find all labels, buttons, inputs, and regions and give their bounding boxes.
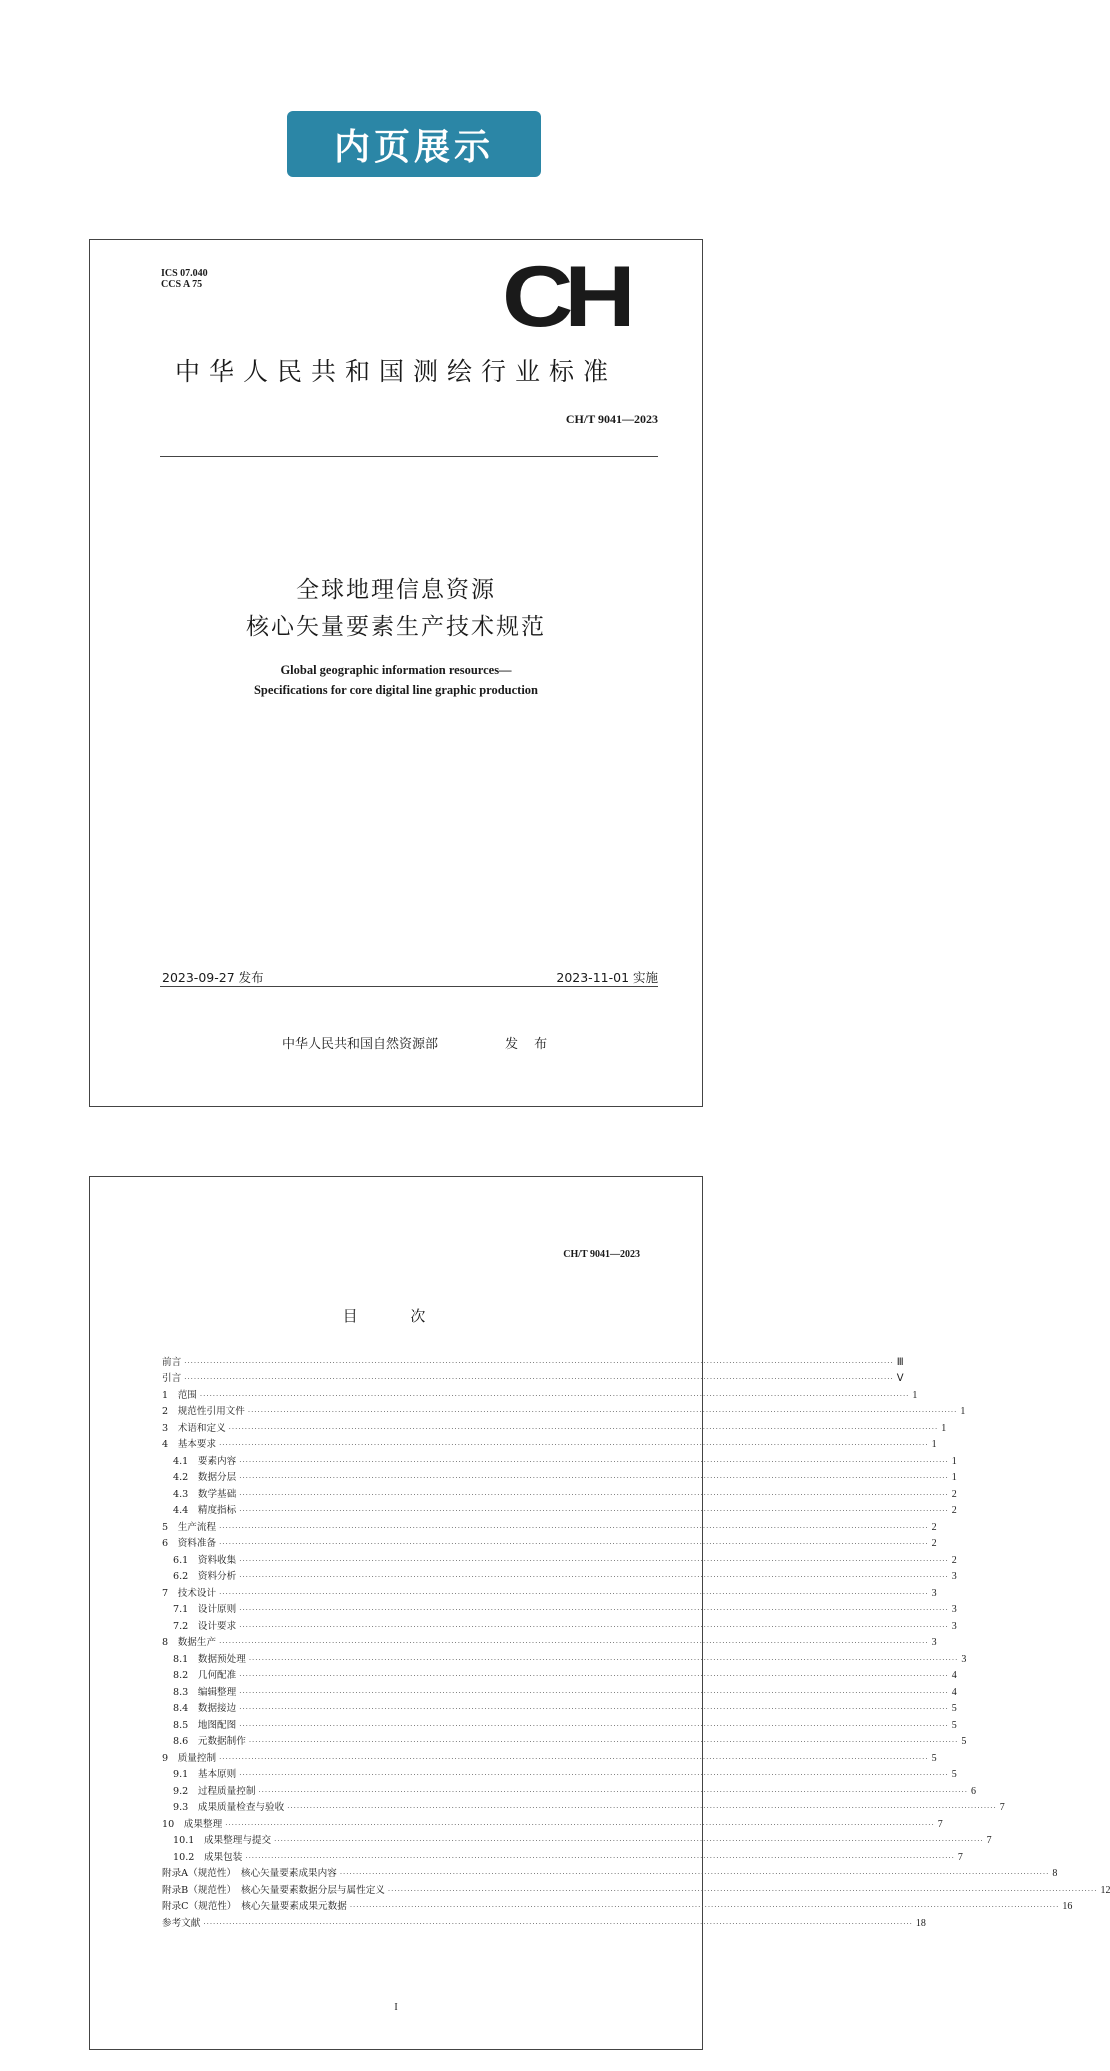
toc-entry-label: 6 资料准备 — [162, 1538, 217, 1549]
toc-entry-page: 3 — [931, 1637, 937, 1648]
ccs-code: CCS A 75 — [161, 279, 203, 290]
toc-entry-page: 12 — [1100, 1884, 1110, 1896]
toc-leader-dots: ···························································································································································································································· — [219, 1540, 929, 1548]
toc-entry — [162, 1764, 957, 1781]
toc-entry — [162, 1747, 937, 1764]
toc-entry — [162, 1797, 1005, 1814]
toc-entry-label: 4.1 要素内容 — [173, 1455, 237, 1467]
cover-page — [89, 239, 703, 1107]
toc-leader-dots: ···························································································································································································································· — [274, 1837, 984, 1845]
toc-standard-number: CH/T 9041—2023 — [563, 1249, 640, 1260]
toc-entry-page: 3 — [931, 1587, 937, 1599]
toc-entry-page: Ⅲ — [896, 1356, 904, 1368]
toc-entry — [162, 1632, 937, 1649]
toc-leader-dots: ···························································································································································································································· — [239, 1507, 949, 1515]
toc-leader-dots: ···························································································································································································································· — [239, 1573, 949, 1581]
toc-entry-page: 7 — [937, 1818, 943, 1830]
toc-leader-dots: ···························································································································································································································· — [248, 1655, 959, 1664]
toc-entry-page: 1 — [941, 1422, 947, 1434]
toc-list — [162, 1351, 1110, 1929]
toc-leader-dots: ···························································································································································································································· — [287, 1804, 997, 1812]
toc-entry — [162, 1582, 937, 1599]
toc-leader-dots: ···························································································································································································································· — [219, 1523, 929, 1532]
toc-entry-label: 9 质量控制 — [162, 1752, 217, 1764]
toc-entry-label: 附录B（规范性） 核心矢量要素数据分层与属性定义 — [162, 1884, 385, 1896]
toc-entry-label: 3 术语和定义 — [162, 1422, 226, 1434]
footer-divider — [160, 986, 658, 987]
toc-entry-label: 4 基本要求 — [162, 1439, 217, 1450]
toc-entry — [162, 1714, 957, 1731]
toc-entry-page: 7 — [999, 1802, 1005, 1813]
toc-leader-dots: ···························································································································································································································· — [228, 1424, 939, 1433]
toc-leader-dots: ···························································································································································································································· — [349, 1903, 1060, 1911]
toc-entry — [162, 1599, 957, 1616]
toc-entry-label: 9.3 成果质量检查与验收 — [173, 1802, 285, 1813]
toc-entry-label: 7 技术设计 — [162, 1587, 217, 1599]
toc-entry-label: 附录A（规范性） 核心矢量要素成果内容 — [162, 1868, 337, 1879]
toc-entry — [162, 1384, 918, 1401]
toc-entry — [162, 1912, 926, 1929]
toc-leader-dots: ···························································································································································································································· — [239, 1721, 949, 1730]
toc-leader-dots: ···························································································································································································································· — [199, 1391, 910, 1400]
toc-entry-page: 1 — [931, 1439, 937, 1450]
toc-entry-label: 4.2 数据分层 — [173, 1472, 237, 1483]
title-cn-line1: 全球地理信息资源 — [296, 577, 496, 603]
implement-date: 2023-11-01 实施 — [556, 970, 658, 985]
toc-entry-label: 10.1 成果整理与提交 — [173, 1835, 272, 1846]
ch-logo: CH — [502, 249, 627, 345]
toc-entry-page: 4 — [951, 1670, 957, 1681]
toc-leader-dots: ···························································································································································································································· — [203, 1919, 913, 1928]
toc-entry-label: 4.3 数学基础 — [173, 1488, 237, 1500]
toc-entry-page: 2 — [951, 1554, 957, 1566]
toc-entry-page: 2 — [931, 1521, 937, 1533]
toc-entry-label: 9.2 过程质量控制 — [173, 1785, 256, 1797]
toc-entry-label: 6.1 资料收集 — [173, 1554, 237, 1566]
toc-entry-label: 8 数据生产 — [162, 1637, 217, 1648]
toc-entry — [162, 1615, 957, 1632]
issue-word: 发 布 — [505, 1037, 554, 1052]
toc-entry-label: 7.1 设计原则 — [173, 1604, 237, 1615]
toc-entry — [162, 1731, 967, 1748]
toc-entry — [162, 1417, 947, 1434]
title-en-line2: Specifications for core digital line graphic production — [253, 683, 539, 697]
toc-leader-dots: ···························································································································································································································· — [239, 1771, 949, 1779]
toc-entry-label: 8.3 编辑整理 — [173, 1686, 237, 1698]
classification-codes — [161, 268, 208, 290]
toc-entry — [162, 1698, 957, 1715]
toc-leader-dots: ···························································································································································································································· — [258, 1787, 968, 1796]
toc-entry — [162, 1863, 1058, 1880]
standard-number: CH/T 9041—2023 — [565, 412, 658, 426]
toc-title: 目 次 — [342, 1307, 450, 1325]
toc-entry-label: 4.4 精度指标 — [173, 1505, 237, 1516]
toc-leader-dots: ···························································································································································································································· — [239, 1688, 949, 1697]
toc-leader-dots: ···························································································································································································································· — [239, 1672, 949, 1680]
toc-entry — [162, 1500, 957, 1517]
toc-entry — [162, 1434, 937, 1451]
toc-leader-dots: ···························································································································································································································· — [239, 1556, 949, 1565]
toc-entry-page: 5 — [951, 1719, 957, 1731]
standard-body: 中华人民共和国测绘行业标准 — [174, 357, 617, 386]
toc-entry-page: 3 — [951, 1604, 957, 1615]
toc-leader-dots: ···························································································································································································································· — [239, 1606, 949, 1614]
toc-entry-page: 1 — [951, 1472, 957, 1483]
toc-leader-dots: ···························································································································································································································· — [219, 1441, 929, 1449]
toc-entry — [162, 1368, 904, 1385]
toc-entry-label: 前言 — [162, 1356, 182, 1368]
toc-entry-label: 引言 — [162, 1373, 182, 1384]
toc-leader-dots: ···························································································································································································································· — [219, 1589, 929, 1598]
toc-entry-page: 2 — [931, 1538, 937, 1549]
publish-date: 2023-09-27 发布 — [162, 970, 264, 985]
toc-entry-page: 5 — [951, 1703, 957, 1714]
toc-entry-label: 参考文献 — [162, 1917, 201, 1929]
toc-entry-page: 18 — [915, 1917, 926, 1929]
toc-entry — [162, 1846, 963, 1863]
toc-entry-label: 10 成果整理 — [162, 1818, 223, 1830]
toc-entry-page: 5 — [961, 1736, 967, 1747]
page-number: I — [394, 2002, 398, 2013]
toc-leader-dots: ···························································································································································································································· — [339, 1870, 1050, 1878]
toc-entry-label: 2 规范性引用文件 — [162, 1406, 245, 1417]
toc-leader-dots: ···························································································································································································································· — [248, 1738, 959, 1746]
toc-entry — [162, 1813, 943, 1830]
toc-entry-page: 7 — [986, 1835, 992, 1846]
toc-entry — [162, 1566, 957, 1583]
toc-entry-label: 5 生产流程 — [162, 1521, 217, 1533]
toc-entry-label: 8.4 数据接边 — [173, 1703, 237, 1714]
section-banner: 内页展示 — [287, 111, 541, 177]
toc-entry — [162, 1549, 957, 1566]
header-divider — [160, 456, 658, 457]
toc-leader-dots: ···························································································································································································································· — [219, 1639, 929, 1647]
issuer: 中华人民共和国自然资源部 — [282, 1037, 439, 1052]
toc-entry-label: 附录C（规范性） 核心矢量要素成果元数据 — [162, 1901, 347, 1912]
toc-leader-dots: ···························································································································································································································· — [219, 1754, 929, 1763]
toc-entry-label: 7.2 设计要求 — [173, 1620, 237, 1632]
toc-entry-page: 5 — [931, 1752, 937, 1764]
toc-entry-page: 3 — [961, 1653, 967, 1665]
toc-entry-page: 1 — [912, 1389, 918, 1401]
toc-entry — [162, 1879, 1110, 1896]
toc-leader-dots: ···························································································································································································································· — [184, 1358, 894, 1367]
toc-entry-label: 6.2 资料分析 — [173, 1571, 237, 1582]
toc-entry-page: 2 — [951, 1488, 957, 1500]
toc-page — [89, 1176, 1110, 2050]
toc-entry — [162, 1401, 966, 1418]
toc-entry — [162, 1648, 967, 1665]
toc-entry-page: 3 — [951, 1620, 957, 1632]
toc-entry — [162, 1830, 992, 1847]
toc-entry-page: 1 — [951, 1455, 957, 1467]
toc-entry-page: 7 — [957, 1851, 963, 1863]
toc-entry-page: 5 — [951, 1769, 957, 1780]
toc-leader-dots: ···························································································································································································································· — [239, 1457, 949, 1466]
toc-entry — [162, 1516, 937, 1533]
toc-leader-dots: ···························································································································································································································· — [239, 1474, 949, 1482]
toc-entry-page: 6 — [970, 1785, 976, 1797]
toc-entry-page: 2 — [951, 1505, 957, 1516]
toc-leader-dots: ···························································································································································································································· — [239, 1622, 949, 1631]
toc-entry — [162, 1681, 957, 1698]
toc-entry — [162, 1450, 957, 1467]
toc-entry — [162, 1533, 937, 1550]
toc-leader-dots: ···························································································································································································································· — [184, 1375, 894, 1383]
toc-entry — [162, 1780, 976, 1797]
toc-entry — [162, 1351, 904, 1368]
toc-leader-dots: ···························································································································································································································· — [387, 1886, 1098, 1895]
toc-entry-label: 10.2 成果包装 — [173, 1851, 243, 1863]
toc-leader-dots: ···························································································································································································································· — [239, 1705, 949, 1713]
toc-entry-label: 1 范围 — [162, 1389, 197, 1401]
toc-entry — [162, 1896, 1073, 1913]
toc-entry-page: 8 — [1052, 1868, 1058, 1879]
toc-entry-label: 8.6 元数据制作 — [173, 1736, 246, 1747]
toc-leader-dots: ···························································································································································································································· — [245, 1853, 955, 1862]
toc-entry-page: 16 — [1062, 1901, 1073, 1912]
title-cn-line2: 核心矢量要素生产技术规范 — [246, 614, 546, 640]
toc-entry-label: 8.5 地图配图 — [173, 1719, 237, 1731]
toc-entry — [162, 1483, 957, 1500]
toc-entry — [162, 1665, 957, 1682]
toc-entry-label: 8.1 数据预处理 — [173, 1653, 246, 1665]
toc-entry-page: 4 — [951, 1686, 957, 1698]
toc-leader-dots: ···························································································································································································································· — [247, 1408, 958, 1416]
ics-code: ICS 07.040 — [161, 268, 208, 279]
toc-entry-page: Ⅴ — [896, 1373, 904, 1384]
toc-entry-label: 9.1 基本原则 — [173, 1769, 237, 1780]
toc-entry-label: 8.2 几何配准 — [173, 1670, 237, 1681]
toc-entry-page: 3 — [951, 1571, 957, 1582]
toc-entry — [162, 1467, 957, 1484]
toc-entry-page: 1 — [960, 1406, 966, 1417]
toc-leader-dots: ···························································································································································································································· — [225, 1820, 935, 1829]
toc-leader-dots: ···························································································································································································································· — [239, 1490, 949, 1499]
title-en-line1: Global geographic information resources— — [280, 663, 512, 677]
